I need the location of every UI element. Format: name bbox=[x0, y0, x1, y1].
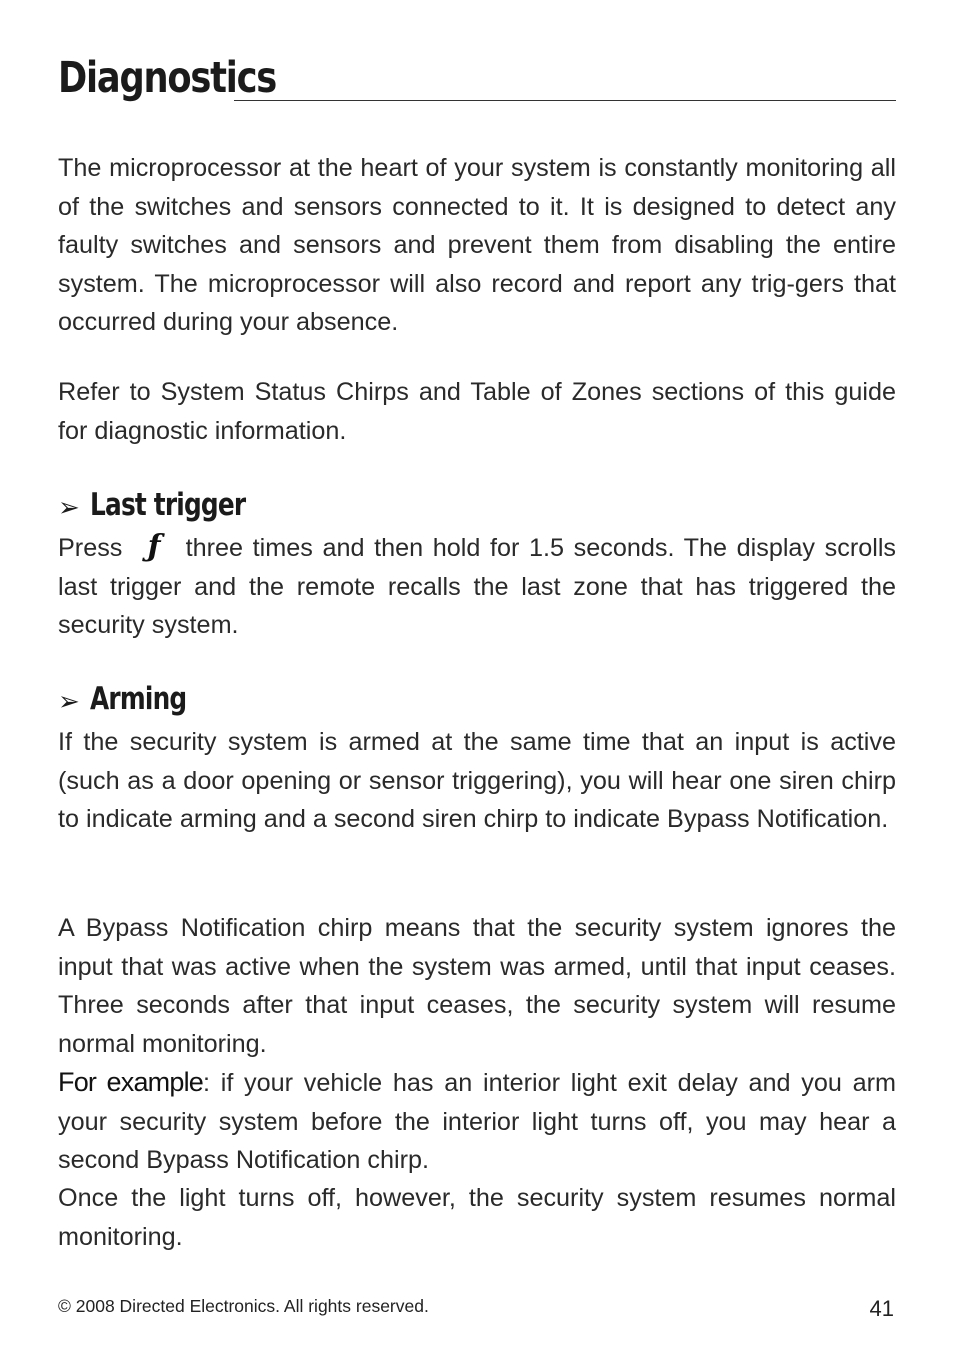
arming-paragraph-1: If the security system is armed at the same time that an input is active (such as a door opening or sensor triggering), you will hear one siren chirp to indicate arming and a second siren chirp to indicate Bypass Notification. bbox=[58, 728, 896, 834]
example-label: For example bbox=[58, 1067, 203, 1097]
example-text: : if your vehicle has an interior light exit delay and you arm your security system before the interior light turns off, you may hear a second Bypass Notification chirp. bbox=[58, 1069, 896, 1175]
section-heading-arming bbox=[58, 679, 210, 719]
section-title: Arming bbox=[89, 681, 187, 717]
bullet-arrow-icon: ➢ bbox=[58, 686, 80, 716]
arming-paragraph-4: Once the light turns off, however, the security system resumes normal monitoring. bbox=[58, 1184, 896, 1251]
section-heading-last-trigger bbox=[58, 485, 284, 525]
title-underline bbox=[234, 100, 896, 101]
text-before-icon: Press bbox=[58, 534, 123, 562]
section-title: Last trigger bbox=[89, 487, 246, 523]
text-after-icon: three times and then hold for 1.5 seconds. The display scrolls last trigger and the remote recalls the last zone that has triggered the security system. bbox=[58, 534, 897, 640]
page-title: Diagnostics bbox=[58, 53, 277, 103]
intro-paragraph-2: Refer to System Status Chirps and Table of Zones sections of this guide for diagnostic information. bbox=[58, 378, 896, 445]
function-button-icon: ƒ bbox=[147, 529, 161, 564]
arming-paragraph-2: A Bypass Notification chirp means that the security system ignores the input that was active when the system was armed, until that input ceases. Three seconds after that input ceases, the security system will resume normal monitoring. bbox=[58, 914, 896, 1058]
copyright-notice: © 2008 Directed Electronics. All rights reserved. bbox=[58, 1296, 429, 1316]
page-number: 41 bbox=[869, 1296, 894, 1321]
intro-paragraph-1: The microprocessor at the heart of your system is constantly monitoring all of the switches and sensors connected to it. It is designed to detect any faulty switches and sensors and prevent them from disabling the entire system. The microprocessor will also record and report any trig-gers that occurred during your absence. bbox=[58, 154, 896, 337]
bullet-arrow-icon: ➢ bbox=[58, 492, 80, 522]
last-trigger-paragraph bbox=[58, 529, 896, 645]
example-paragraph bbox=[58, 1063, 896, 1180]
title-row bbox=[58, 52, 896, 104]
